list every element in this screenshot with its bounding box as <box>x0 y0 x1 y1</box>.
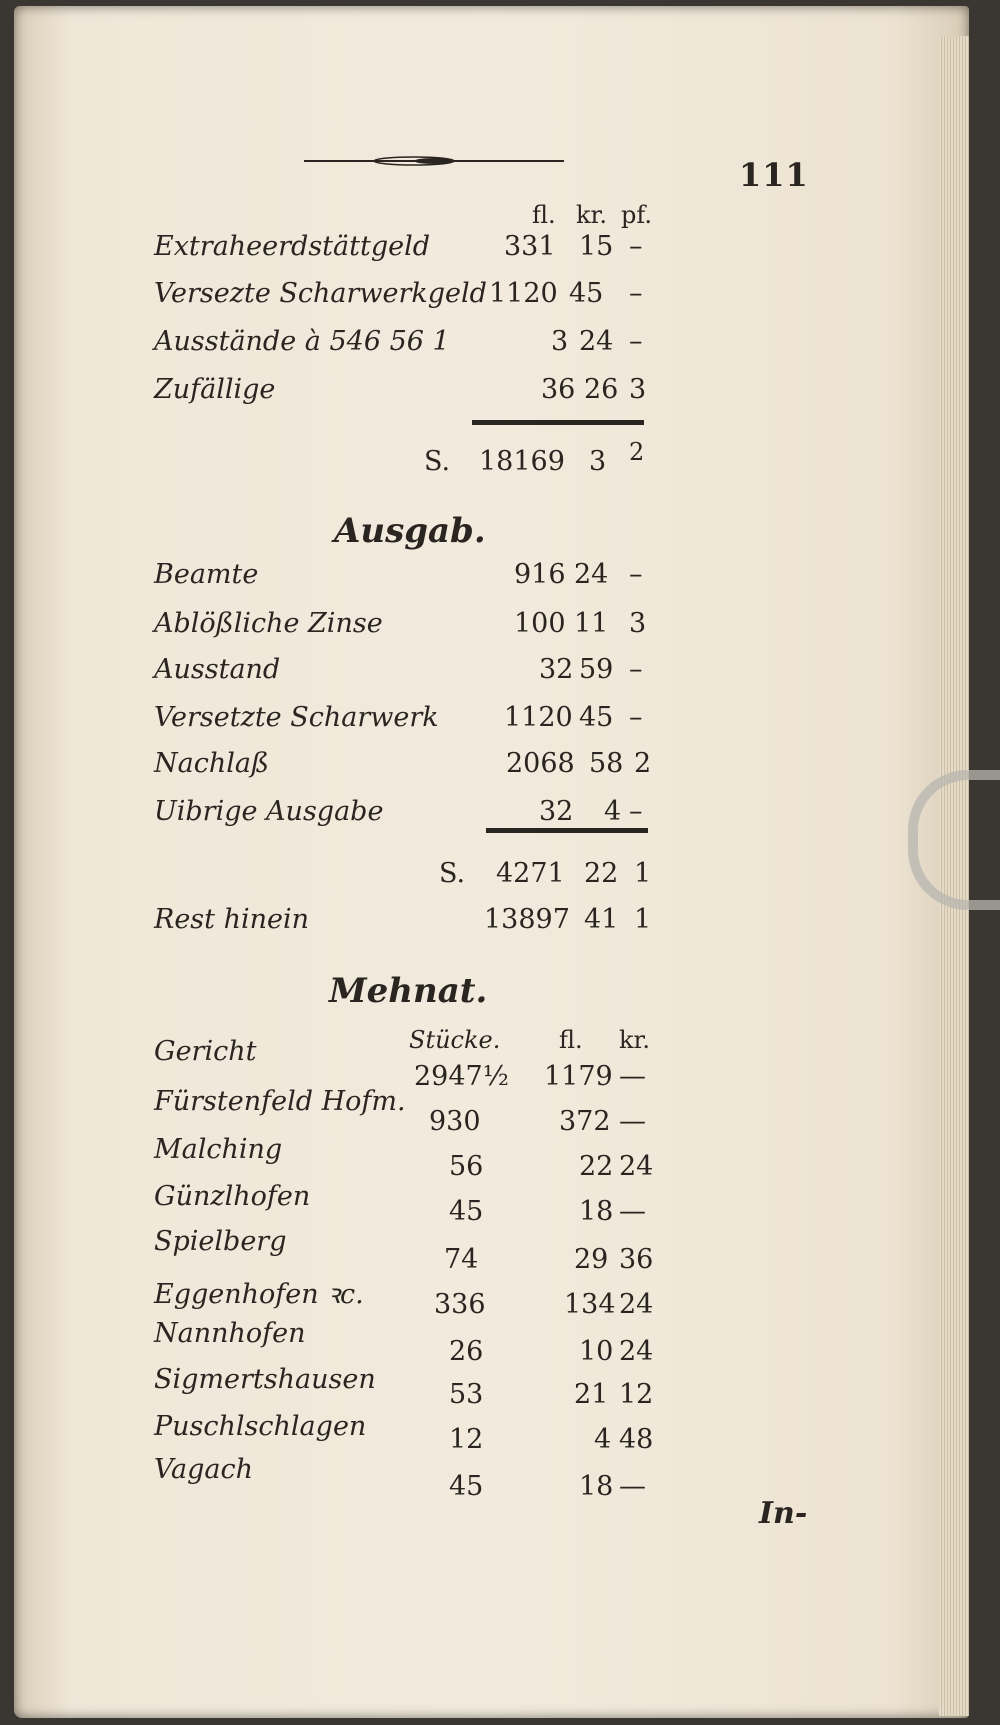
row-label: Günzlhofen <box>154 1181 311 1212</box>
header-pf: pf. <box>621 201 653 229</box>
row-label: Sigmertshausen <box>154 1364 376 1395</box>
row-fl: 22 <box>579 1151 614 1182</box>
row-label: Nannhofen <box>154 1318 306 1349</box>
row-pf: – <box>629 559 643 590</box>
row-pf: – <box>629 796 643 827</box>
row-fl: 134 <box>564 1289 616 1320</box>
rest-label: Rest hinein <box>154 904 310 935</box>
row-fl: 18 <box>579 1471 614 1502</box>
row-kr: 45 <box>569 278 604 309</box>
row-kr: 59 <box>579 654 614 685</box>
row-stuecke: 930 <box>429 1106 481 1137</box>
row-label: Malching <box>154 1134 283 1165</box>
ausgab-sum-fl: 4271 <box>496 858 565 889</box>
row-label: Ablößliche Zinse <box>154 608 383 639</box>
row-pf: 2 <box>634 748 652 779</box>
catchword: In- <box>759 1496 808 1531</box>
row-pf: – <box>629 702 643 733</box>
row-fl: 4 <box>594 1424 612 1455</box>
row-kr: — <box>619 1471 646 1502</box>
rest-pf: 1 <box>634 904 652 935</box>
rest-kr: 41 <box>584 904 619 935</box>
row-fl: 36 <box>541 374 576 405</box>
row-pf: – <box>629 326 643 357</box>
row-pf: 3 <box>629 608 647 639</box>
row-pf: – <box>629 231 643 262</box>
row-kr: 4 <box>604 796 622 827</box>
row-pf: 3 <box>629 374 647 405</box>
row-fl: 3 <box>551 326 569 357</box>
row-label: Versezte Scharwerkgeld <box>154 278 487 309</box>
ausgab-sum-label: S. <box>439 858 466 889</box>
row-kr: 24 <box>579 326 614 357</box>
sum-kr: 3 <box>589 446 607 477</box>
row-fl: 21 <box>574 1379 609 1410</box>
row-label: Puschlschlagen <box>154 1411 367 1442</box>
header-fl: fl. <box>532 201 556 229</box>
row-kr: 24 <box>619 1151 654 1182</box>
row-kr: 45 <box>579 702 614 733</box>
row-label: Extraheerdstättgeld <box>154 231 431 262</box>
row-label: Eggenhofen ꝛc. <box>154 1279 364 1310</box>
row-fl: 29 <box>574 1244 609 1275</box>
row-label: Ausstand <box>154 654 281 685</box>
row-label: Beamte <box>154 559 259 590</box>
row-fl: 1120 <box>489 278 558 309</box>
row-fl: 2068 <box>506 748 575 779</box>
row-label: Vagach <box>154 1454 254 1485</box>
page-number: 111 <box>739 156 809 194</box>
ausgab-sum-kr: 22 <box>584 858 619 889</box>
row-fl: 1120 <box>504 702 573 733</box>
row-kr: 12 <box>619 1379 654 1410</box>
row-stuecke: 336 <box>434 1289 486 1320</box>
row-pf: – <box>629 654 643 685</box>
sum-label: S. <box>424 446 451 477</box>
row-stuecke: 53 <box>449 1379 484 1410</box>
row-kr: 26 <box>584 374 619 405</box>
header-stuecke: Stücke. <box>409 1026 501 1054</box>
row-fl: 32 <box>539 796 574 827</box>
row-label: Nachlaß <box>154 748 270 779</box>
row-kr: 36 <box>619 1244 654 1275</box>
row-kr: — <box>619 1196 646 1227</box>
row-fl: 100 <box>514 608 566 639</box>
row-label: Ausstände à 546 56 1 <box>154 326 450 357</box>
sum-pf: 2 <box>629 438 645 466</box>
row-fl: 372 <box>559 1106 611 1137</box>
section-title-ausgab: Ausgab. <box>334 511 486 551</box>
row-label: Uibrige Ausgabe <box>154 796 384 827</box>
row-fl: 916 <box>514 559 566 590</box>
row-stuecke: 74 <box>444 1244 479 1275</box>
row-label: Spielberg <box>154 1226 287 1257</box>
row-kr: 24 <box>574 559 609 590</box>
row-kr: — <box>619 1106 646 1137</box>
row-stuecke: 2947½ <box>414 1061 509 1092</box>
row-kr: 24 <box>619 1336 654 1367</box>
row-kr: 15 <box>579 231 614 262</box>
row-kr: 24 <box>619 1289 654 1320</box>
row-pf: – <box>629 278 643 309</box>
row-stuecke: 56 <box>449 1151 484 1182</box>
page-clip <box>908 770 1000 910</box>
row-kr: 48 <box>619 1424 654 1455</box>
header-mehnat-fl: fl. <box>559 1026 583 1054</box>
rest-fl: 13897 <box>484 904 570 935</box>
row-stuecke: 45 <box>449 1196 484 1227</box>
sum-rule <box>472 420 644 425</box>
row-stuecke: 26 <box>449 1336 484 1367</box>
row-label: Gericht <box>154 1036 257 1067</box>
row-fl: 10 <box>579 1336 614 1367</box>
row-fl: 32 <box>539 654 574 685</box>
row-label: Zufällige <box>154 374 276 405</box>
row-label: Versetzte Scharwerk <box>154 702 439 733</box>
row-kr: 11 <box>574 608 609 639</box>
book-page <box>14 6 969 1718</box>
row-kr: — <box>619 1061 646 1092</box>
ornament-rule <box>304 156 564 166</box>
row-fl: 1179 <box>544 1061 613 1092</box>
row-stuecke: 12 <box>449 1424 484 1455</box>
sum-fl: 18169 <box>479 446 565 477</box>
row-stuecke: 45 <box>449 1471 484 1502</box>
row-kr: 58 <box>589 748 624 779</box>
header-mehnat-kr: kr. <box>619 1026 651 1054</box>
section-title-mehnat: Mehnat. <box>329 971 488 1011</box>
row-label: Fürstenfeld Hofm. <box>154 1086 406 1117</box>
row-fl: 331 <box>504 231 556 262</box>
header-kr: kr. <box>576 201 608 229</box>
ausgab-sum-pf: 1 <box>634 858 652 889</box>
row-fl: 18 <box>579 1196 614 1227</box>
sum-rule <box>486 828 648 833</box>
